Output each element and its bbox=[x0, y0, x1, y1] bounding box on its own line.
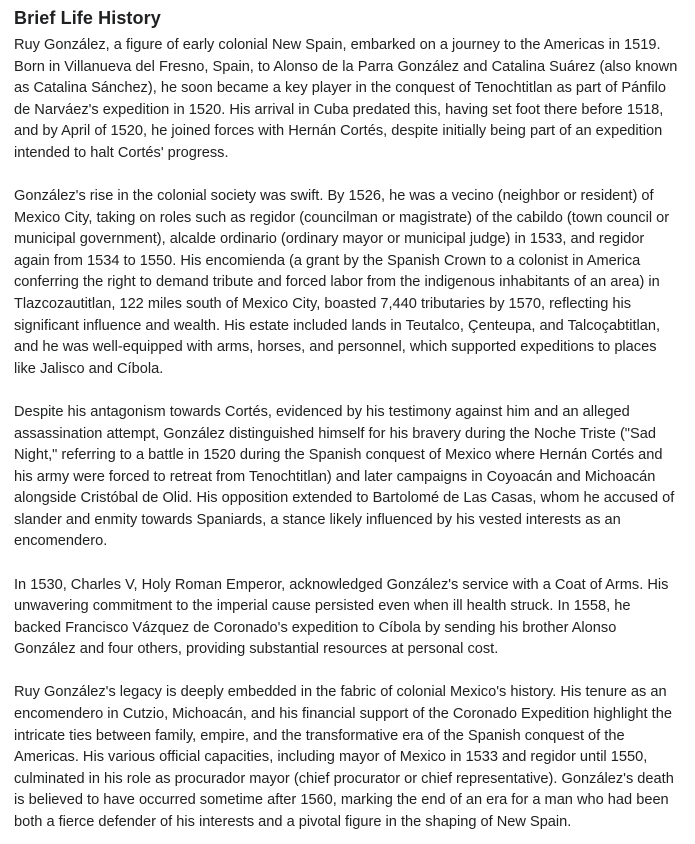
paragraph-colonial-rise: González's rise in the colonial society was swift. By 1526, he was a vecino (neighbor or resident) of Mexico City, taking on roles such as regidor (councilman or magistrate) of the cabildo (town council or municipal government), alcalde ordinario (ordinary mayor or municipal judge) in 1533, and regidor again from 1534 to 1550. His encomienda (a grant by the Spanish Crown to a colonist in America conferring the right to demand tribute and forced labor from the indigenous inhabitants of an area) in Tlazcozautitlan, 122 miles south of Mexico City, boasted 7,440 tributaries by 1570, reflecting his significant influence and wealth. His estate included lands in Teutalco, Çenteupa, and Talcoçabtitlan, and he was well-equipped with arms, horses, and personnel, which supported expeditions to places like Jalisco and Cíbola. bbox=[14, 188, 670, 377]
paragraph-cortes-antagonism: Despite his antagonism towards Cortés, evidenced by his testimony against him and an alleged assassination attempt, González distinguished himself for his bravery during the Noche Triste ("Sad Night," referring to a battle in 1520 during the Spanish conquest of Mexico where Hernán Cortés and his army were forced to retreat from Tenochtitlan) and later campaigns in Coyoacán and Michoacán alongside Cristóbal de Olid. His opposition extended to Bartolomé de Las Casas, whom he accused of slander and enmity towards Spaniards, a stance likely influenced by his vested interests as an encomendero. bbox=[14, 403, 675, 550]
page-title: Brief Life History bbox=[14, 8, 161, 28]
paragraph-intro: Ruy González, a figure of early colonial New Spain, embarked on a journey to the Americas in 1519. Born in Villanueva del Fresno, Spain, to Alonso de la Parra González and Catalina Suárez (also known as Catalina Sánchez), he soon became a key player in the conquest of Tenochtitlan as part of Pánfilo de Narváez's expedition in 1520. His arrival in Cuba predated this, having set foot there before 1518, and by April of 1520, he joined forces with Hernán Cortés, despite initially being part of an expedition intended to halt Cortés' progress. bbox=[14, 37, 678, 161]
paragraph-legacy: Ruy González's legacy is deeply embedded in the fabric of colonial Mexico's history. His tenure as an encomendero in Cutzio, Michoacán, and his financial support of the Coronado Expedition highlight the intricate ties between family, empire, and the transformative era of the Spanish conquest of the Americas. His various official capacities, including mayor of Mexico in 1533 and regidor until 1550, culminated in his role as procurador mayor (chief procurator or chief representative). González's death is believed to have occurred sometime after 1560, marking the end of an era for a man who had been both a fierce defender of his interests and a pivotal figure in the shaping of New Spain. bbox=[14, 684, 674, 830]
paragraph-coat-of-arms: In 1530, Charles V, Holy Roman Emperor, acknowledged González's service with a Coat of Arms. His unwavering commitment to the imperial cause persisted even when ill health struck. In 1558, he backed Francisco Vázquez de Coronado's expedition to Cíbola by sending his brother Alonso González and four others, providing substantial resources at personal cost. bbox=[14, 576, 669, 658]
